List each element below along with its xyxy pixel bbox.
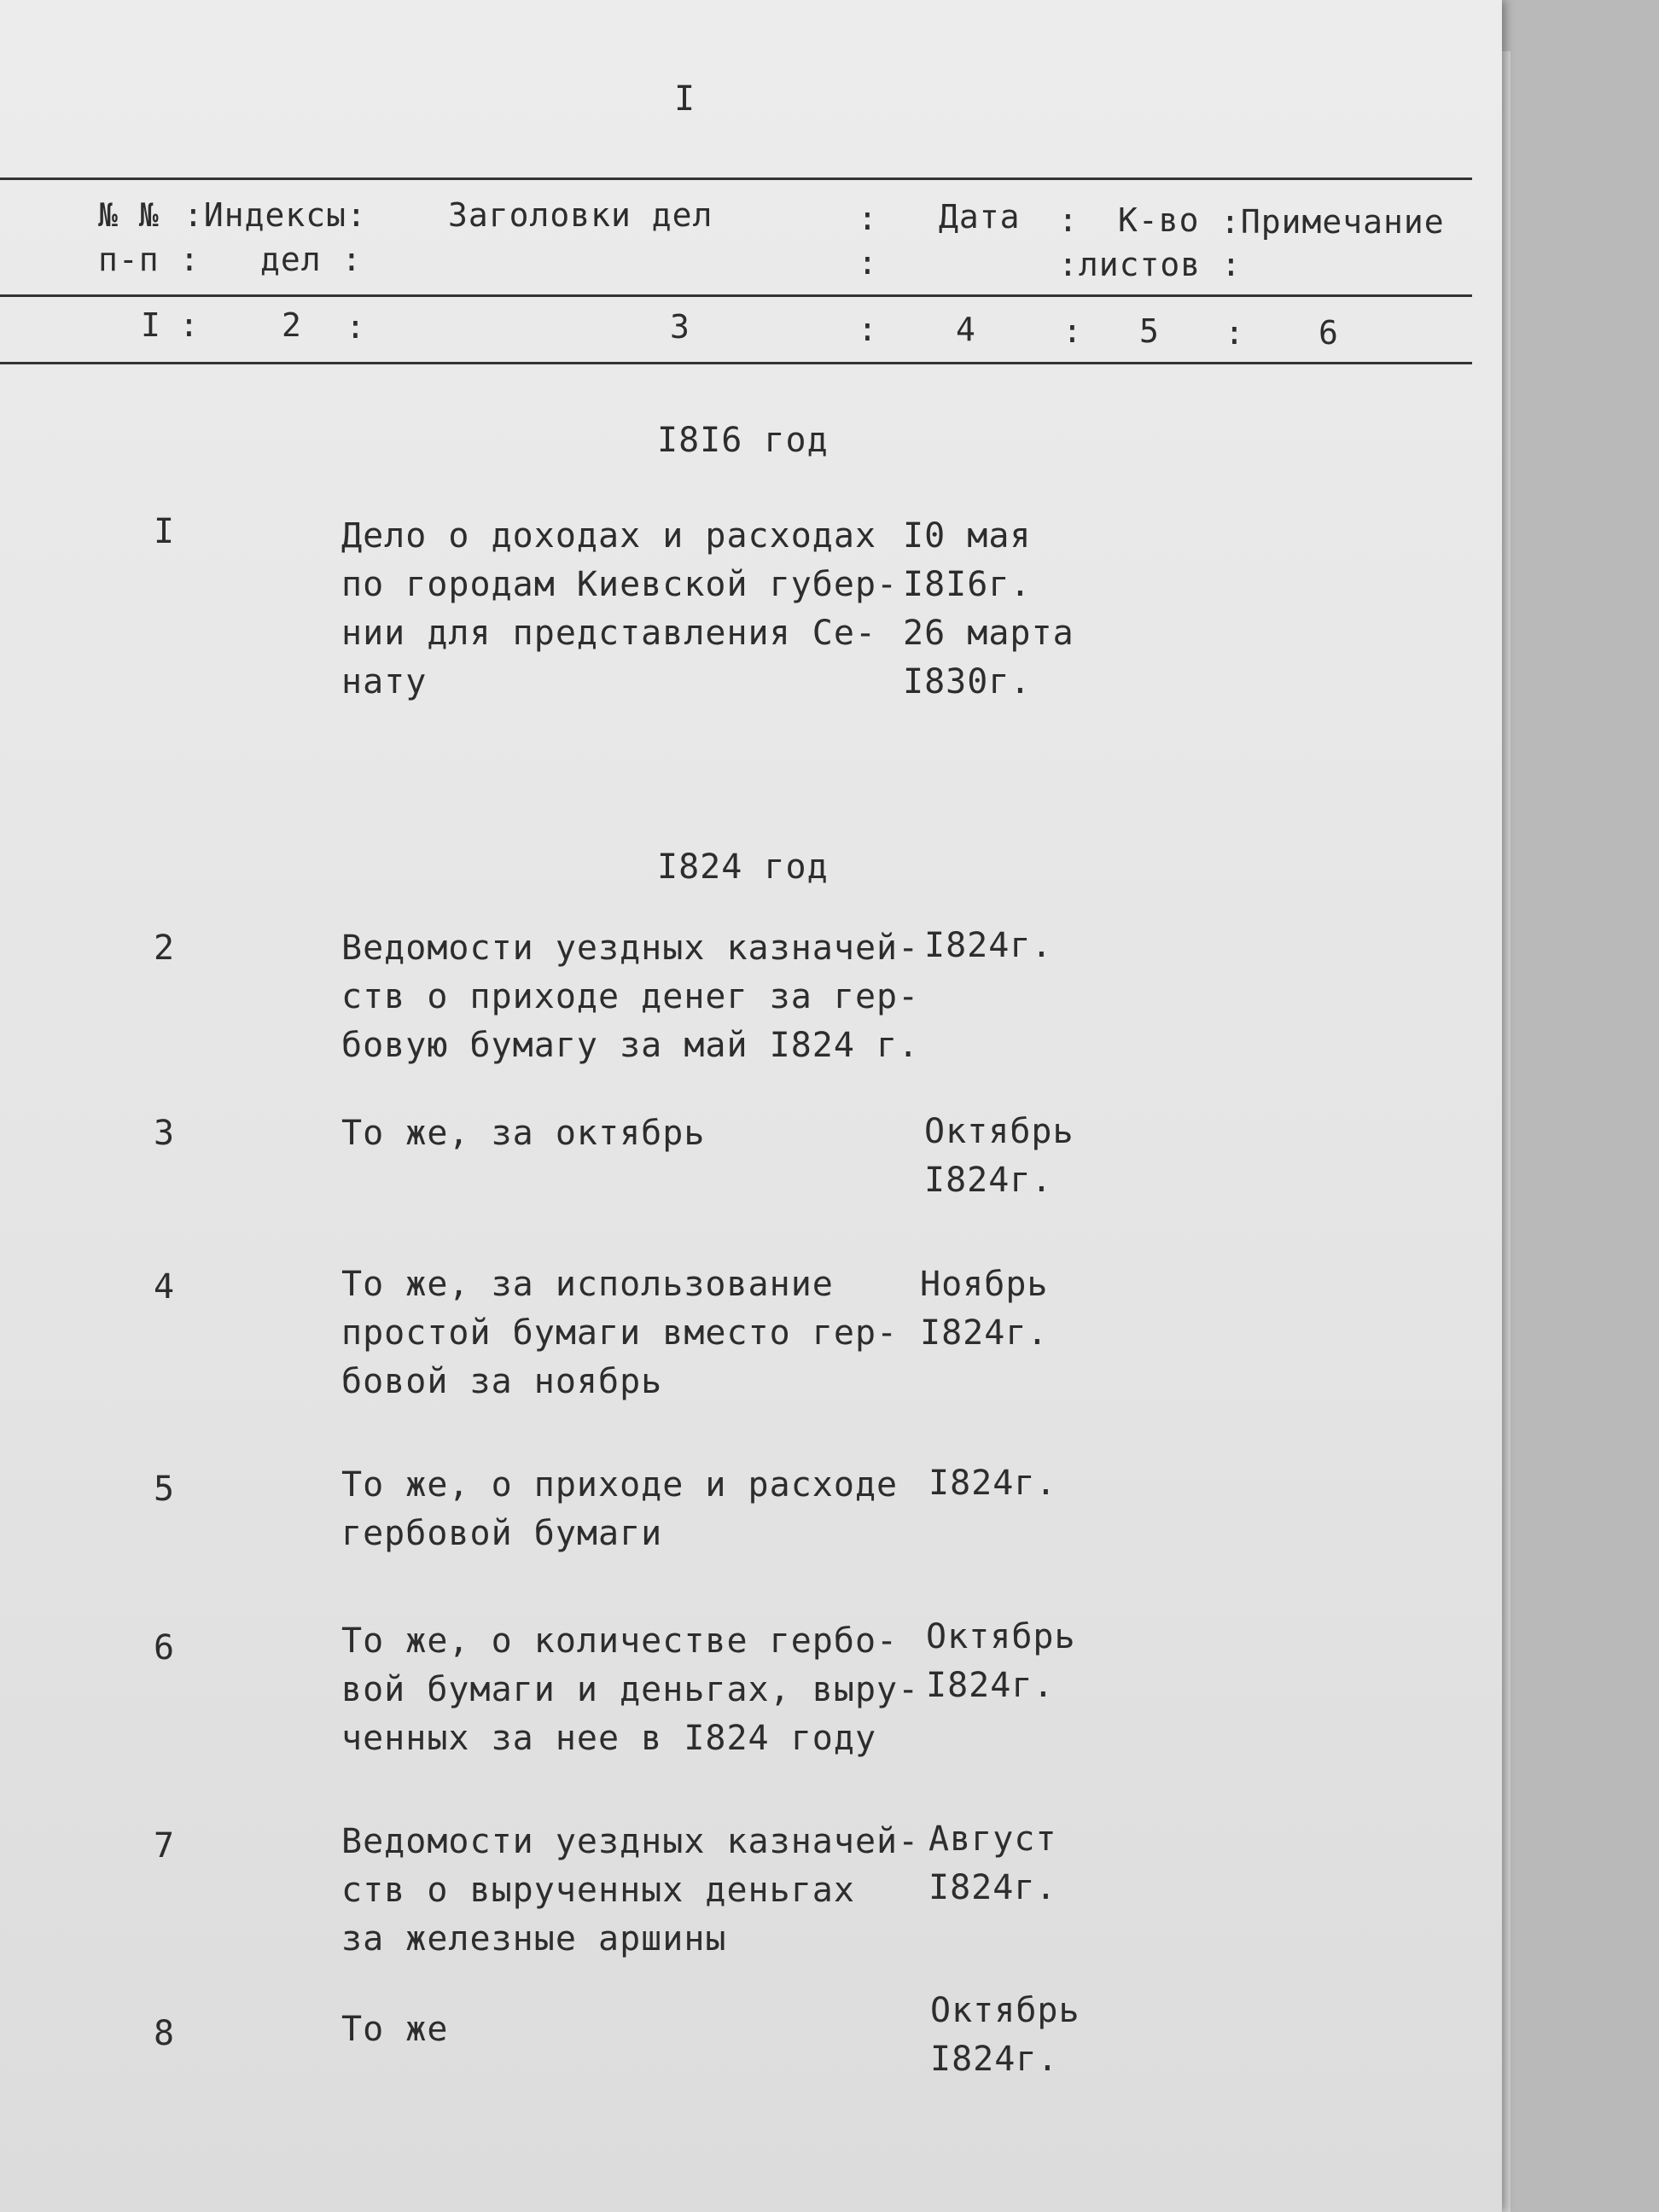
- entry-title: [341, 1617, 922, 1763]
- entry-number: 7: [154, 1826, 175, 1866]
- entry-title-line: ств о приходе денег за гер-: [341, 977, 920, 1016]
- column-separator: :: [346, 308, 366, 346]
- entry-date-line: Ноябрь: [920, 1265, 1049, 1304]
- header-separator: :: [858, 244, 878, 282]
- header-separator: :: [1058, 201, 1079, 239]
- entry-title-line: простой бумаги вместо гер-: [341, 1313, 899, 1353]
- entry-title-line: Ведомости уездных казначей-: [341, 928, 920, 968]
- entry-date-line: I824г.: [928, 1868, 1057, 1907]
- year-heading: I824 год: [657, 847, 829, 887]
- column-number: 2: [282, 306, 302, 344]
- page-number: I: [674, 79, 696, 119]
- entry-date: [928, 1815, 1116, 1912]
- entry-title: [341, 1260, 922, 1406]
- header-number-label: № №: [98, 196, 160, 234]
- entry-number: 3: [154, 1114, 175, 1153]
- header-date-label: Дата: [939, 198, 1021, 236]
- header-index-label: :Индексы:: [183, 196, 367, 234]
- entry-date: [928, 1459, 1116, 1508]
- entry-title-line: бовую бумагу за май I824 г.: [341, 1026, 920, 1065]
- column-separator: :: [1062, 312, 1083, 350]
- header-index-label-2: дел :: [260, 241, 363, 278]
- entry-date-line: I824г.: [928, 1464, 1057, 1503]
- entry-date: [903, 512, 1091, 707]
- entry-number: 8: [154, 2014, 175, 2053]
- entry-title-line: бовой за ноябрь: [341, 1362, 663, 1401]
- entry-date-line: I8I6г.: [903, 565, 1032, 604]
- entry-date: [920, 1260, 1108, 1358]
- entry-title-line: То же, за использование: [341, 1265, 834, 1304]
- column-number: 6: [1318, 314, 1339, 352]
- entry-title-line: Ведомости уездных казначей-: [341, 1822, 920, 1861]
- entry-date-line: I824г.: [920, 1313, 1049, 1353]
- entry-date-line: Октябрь: [926, 1617, 1076, 1656]
- header-top-rule: [0, 178, 1472, 180]
- header-notes-label: :Примечание: [1220, 203, 1445, 241]
- header-middle-rule: [0, 294, 1472, 297]
- column-separator: :: [1225, 314, 1245, 352]
- column-separator: :: [858, 311, 878, 348]
- entry-title-line: гербовой бумаги: [341, 1514, 663, 1553]
- year-heading: I8I6 год: [657, 421, 829, 460]
- entry-date-line: I824г.: [926, 1666, 1055, 1705]
- entry-title: [341, 1109, 922, 1158]
- entry-date-line: I824г.: [924, 926, 1053, 965]
- entry-number: 6: [154, 1628, 175, 1668]
- entry-title-line: за железные аршины: [341, 1919, 727, 1959]
- entry-number: I: [154, 512, 175, 551]
- entry-title: [341, 512, 922, 707]
- entry-title: [341, 1461, 922, 1558]
- column-number: 5: [1139, 312, 1160, 350]
- entry-title-line: Дело о доходах и расходах: [341, 516, 877, 556]
- column-number: I: [141, 306, 161, 344]
- entry-title: [341, 2005, 922, 2054]
- entry-title-line: То же, о количестве гербо-: [341, 1621, 899, 1661]
- entry-title-line: То же, о приходе и расходе: [341, 1465, 899, 1505]
- header-count-label: К-во: [1118, 201, 1200, 239]
- entry-title-line: нии для представления Се-: [341, 614, 877, 653]
- entry-title-line: ченных за нее в I824 году: [341, 1719, 877, 1758]
- entry-date: [924, 1108, 1112, 1205]
- entry-date-line: Октябрь: [924, 1112, 1074, 1151]
- column-separator: :: [179, 306, 200, 344]
- entry-date: [930, 1987, 1118, 2084]
- entry-number: 4: [154, 1267, 175, 1307]
- entry-title: [341, 1818, 922, 1964]
- column-number: 3: [670, 308, 690, 346]
- entry-title-line: нату: [341, 662, 428, 701]
- entry-date: [924, 922, 1112, 970]
- entry-title-line: вой бумаги и деньгах, выру-: [341, 1670, 920, 1709]
- entry-date-line: Август: [928, 1819, 1057, 1859]
- header-count-label-2: :листов :: [1058, 246, 1242, 283]
- entry-date-line: I824г.: [930, 2040, 1059, 2079]
- header-bottom-rule: [0, 362, 1472, 364]
- entry-date: [926, 1613, 1114, 1710]
- entry-title: [341, 924, 922, 1070]
- entry-date-line: I830г.: [903, 662, 1032, 701]
- header-title-label: Заголовки дел: [448, 196, 713, 234]
- header-number-label-2: п-п :: [98, 241, 201, 278]
- entry-number: 5: [154, 1470, 175, 1509]
- column-number: 4: [956, 311, 976, 348]
- entry-title-line: То же: [341, 2010, 449, 2049]
- entry-date-line: 26 марта: [903, 614, 1074, 653]
- entry-number: 2: [154, 928, 175, 968]
- entry-title-line: То же, за октябрь: [341, 1114, 706, 1153]
- header-separator: :: [858, 200, 878, 237]
- entry-title-line: ств о вырученных деньгах: [341, 1871, 855, 1910]
- entry-date-line: I0 мая: [903, 516, 1032, 556]
- entry-date-line: I824г.: [924, 1161, 1053, 1200]
- entry-title-line: по городам Киевской губер-: [341, 565, 899, 604]
- entry-date-line: Октябрь: [930, 1991, 1080, 2030]
